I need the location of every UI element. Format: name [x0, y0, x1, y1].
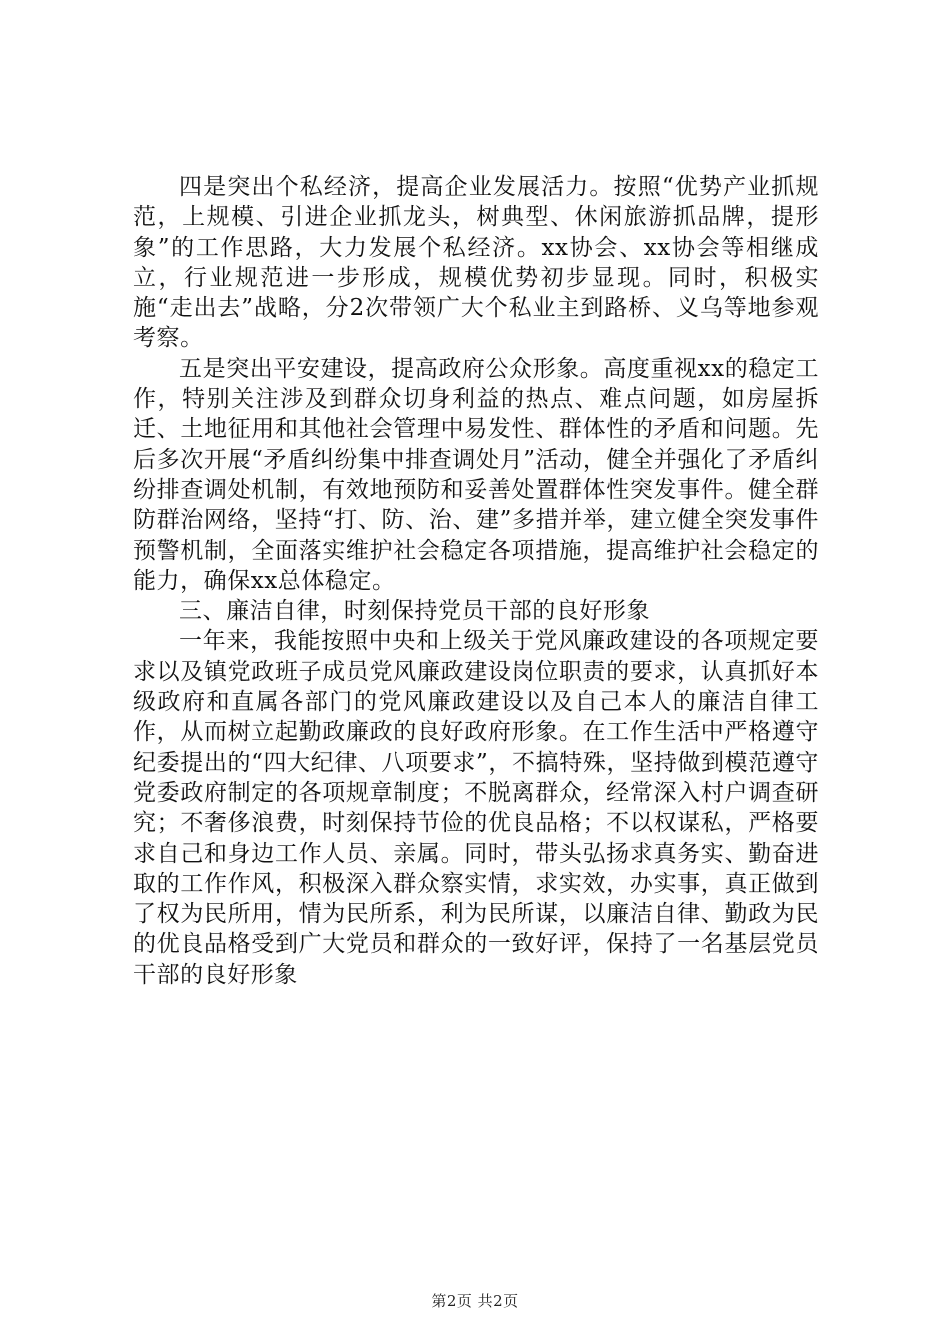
paragraph-integrity: 一年来，我能按照中央和上级关于党风廉政建设的各项规定要求以及镇党政班子成员党风廉政建设岗位职责的要求，认真抓好本级政府和直属各部门的党风廉政建设以及自己本人的廉洁自律工作，从而树立起勤政廉政的良好政府形象。在工作生活中严格遵守纪委提出的“四大纪律、八项要求”，不搞特殊，坚持做到模范遵守党委政府制定的各项规章制度；不脱离群众，经常深入村户调查研究；不奢侈浪费，时刻保持节俭的优良品格；不以权谋私，严格要求自己和身边工作人员、亲属。同时，带头弘扬求真务实、勤奋进取的工作作风，积极深入群众察实情，求实效，办实事，真正做到了权为民所用，情为民所系，利为民所谋，以廉洁自律、勤政为民的优良品格受到广大党员和群众的一致好评，保持了一名基层党员干部的良好形象 — [133, 628, 819, 988]
section-heading-integrity: 三、廉洁自律，时刻保持党员干部的良好形象 — [179, 598, 650, 625]
document-body — [133, 172, 819, 990]
page-footer: 第2页 共2页 — [431, 1292, 519, 1310]
paragraph-private-economy: 四是突出个私经济，提高企业发展活力。按照“优势产业抓规范，上规模、引进企业抓龙头，树典型、休闲旅游抓品牌，提形象”的工作思路，大力发展个私经济。xx协会、xx协会等相继成立，行业规范进一步形成，规模优势初步显现。同时，积极实施“走出去”战略，分2次带领广大个私业主到路桥、义乌等地参观考察。 — [133, 174, 819, 352]
paragraph-public-safety: 五是突出平安建设，提高政府公众形象。高度重视xx的稳定工作，特别关注涉及到群众切身利益的热点、难点问题，如房屋拆迁、土地征用和其他社会管理中易发性、群体性的矛盾和问题。先后多次开展“矛盾纠纷集中排查调处月”活动，健全并强化了矛盾纠纷排查调处机制，有效地预防和妥善处置群体性突发事件。健全群防群治网络，坚持“打、防、治、建”多措并举，建立健全突发事件预警机制，全面落实维护社会稳定各项措施，提高维护社会稳定的能力，确保xx总体稳定。 — [133, 355, 819, 594]
